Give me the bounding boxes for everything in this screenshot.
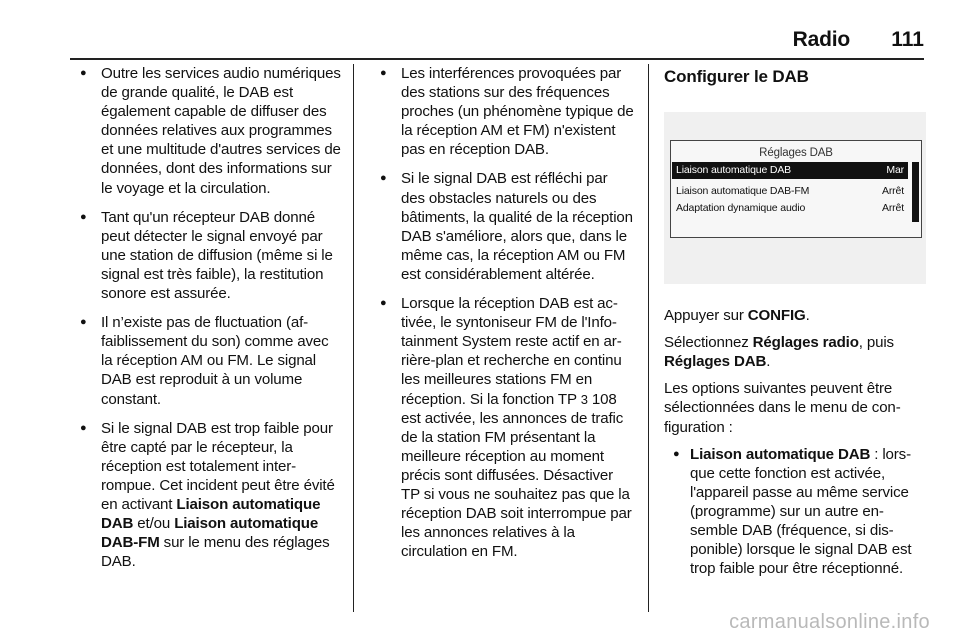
list-item: ● Liaison automatique DAB : lorsque cette fonction est activée, l'appareil passe au même service (programme) sur un autre ensemble DAB (fréquence, si disponible) lorsque le signal DAB est trop faible pour être réceptionné.	[664, 445, 926, 579]
page-header	[0, 28, 960, 58]
section-heading: Configurer le DAB	[664, 67, 809, 86]
list-item: ● Les interférences provoquées par des stations sur des fréquences proches (un phénomène typique de la réception AM et FM) n'existent pas en réception DAB.	[378, 64, 634, 159]
bold-term: CONFIG	[747, 307, 806, 325]
bullet-list	[378, 64, 634, 561]
dab-settings-screenshot	[664, 112, 926, 284]
column-3	[664, 64, 926, 588]
column-divider-2	[648, 64, 649, 612]
list-item: ● Tant qu'un récepteur DAB donné peut détecter le signal envoyé par une station de diffusion (même si le signal est très faible), la restitution sonore est assurée.	[78, 208, 342, 303]
settings-menu	[670, 140, 922, 238]
bullet-list	[78, 64, 342, 571]
list-item: ● Si le signal DAB est réfléchi par des obstacles naturels ou des bâtiments, la qualité de la réception DAB s'améliore, alors que, dans le même cas, la réception AM ou FM est considérablement altérée.	[378, 169, 634, 284]
watermark: carmanualsonline.info	[729, 611, 930, 633]
bold-term: Réglages DAB	[664, 353, 767, 371]
list-item: ● Il n’existe pas de fluctuation (affaiblissement du son) comme avec la réception AM ou FM. Le signal DAB est reproduit à un volume constant.	[78, 313, 342, 408]
page-reference-icon: 3	[580, 391, 588, 407]
menu-scrollbar	[912, 162, 919, 222]
column-1	[78, 64, 342, 581]
column-2	[378, 64, 634, 571]
menu-title: Réglages DAB	[759, 147, 833, 160]
instruction-paragraph: Sélectionnez Réglages radio, puis Réglages DAB.	[664, 334, 894, 371]
bold-term: Réglages radio	[752, 334, 859, 352]
menu-row: Liaison automatique DAB-FM Arrêt	[676, 185, 904, 198]
instruction-paragraph: Appuyer sur CONFIG.	[664, 307, 810, 325]
section-title: Radio	[792, 28, 850, 51]
list-item: ● Outre les services audio numériques de grande qualité, le DAB est également capable de diffuser des données relatives aux programmes et une multitude d'autres services de données, dont des informations sur le voyage et la circulation.	[78, 64, 342, 198]
column-divider-1	[353, 64, 354, 612]
menu-row: Adaptation dynamique audio Arrêt	[676, 202, 904, 215]
instruction-paragraph: Les options suivantes peuvent être sélectionnées dans le menu de configuration :	[664, 380, 901, 436]
bold-term: Liaison automatique DAB	[690, 445, 871, 463]
list-item: ● Si le signal DAB est trop faible pour être capté par le récepteur, la réception est totalement interrompue. Cet incident peut être évité en activant Liaison automatique DAB et/ou Liaison automatique DAB-FM sur le menu des réglages DAB.	[78, 419, 342, 572]
bold-term: Liaison automatique DAB-FM	[101, 515, 319, 552]
list-item: ● Lorsque la réception DAB est activée, le syntoniseur FM de l'Infotainment System reste actif en arrière-plan et recherche en continu les meilleures stations FM en réception. Si la fonction TP 3 108 est activée, les annonces de trafic de la station FM présentant la meilleure réception au moment précis sont diffusées. Désactiver TP si vous ne souhaitez pas que la réception DAB soit interrompue par les annonces relatives à la circulation en FM.	[378, 294, 634, 561]
menu-row-selected: Liaison automatique DAB Mar	[672, 162, 908, 179]
bullet-list	[664, 445, 926, 579]
bold-term: Liaison automatique DAB	[101, 495, 321, 533]
page-number: 111	[891, 28, 924, 51]
header-rule	[70, 58, 924, 60]
